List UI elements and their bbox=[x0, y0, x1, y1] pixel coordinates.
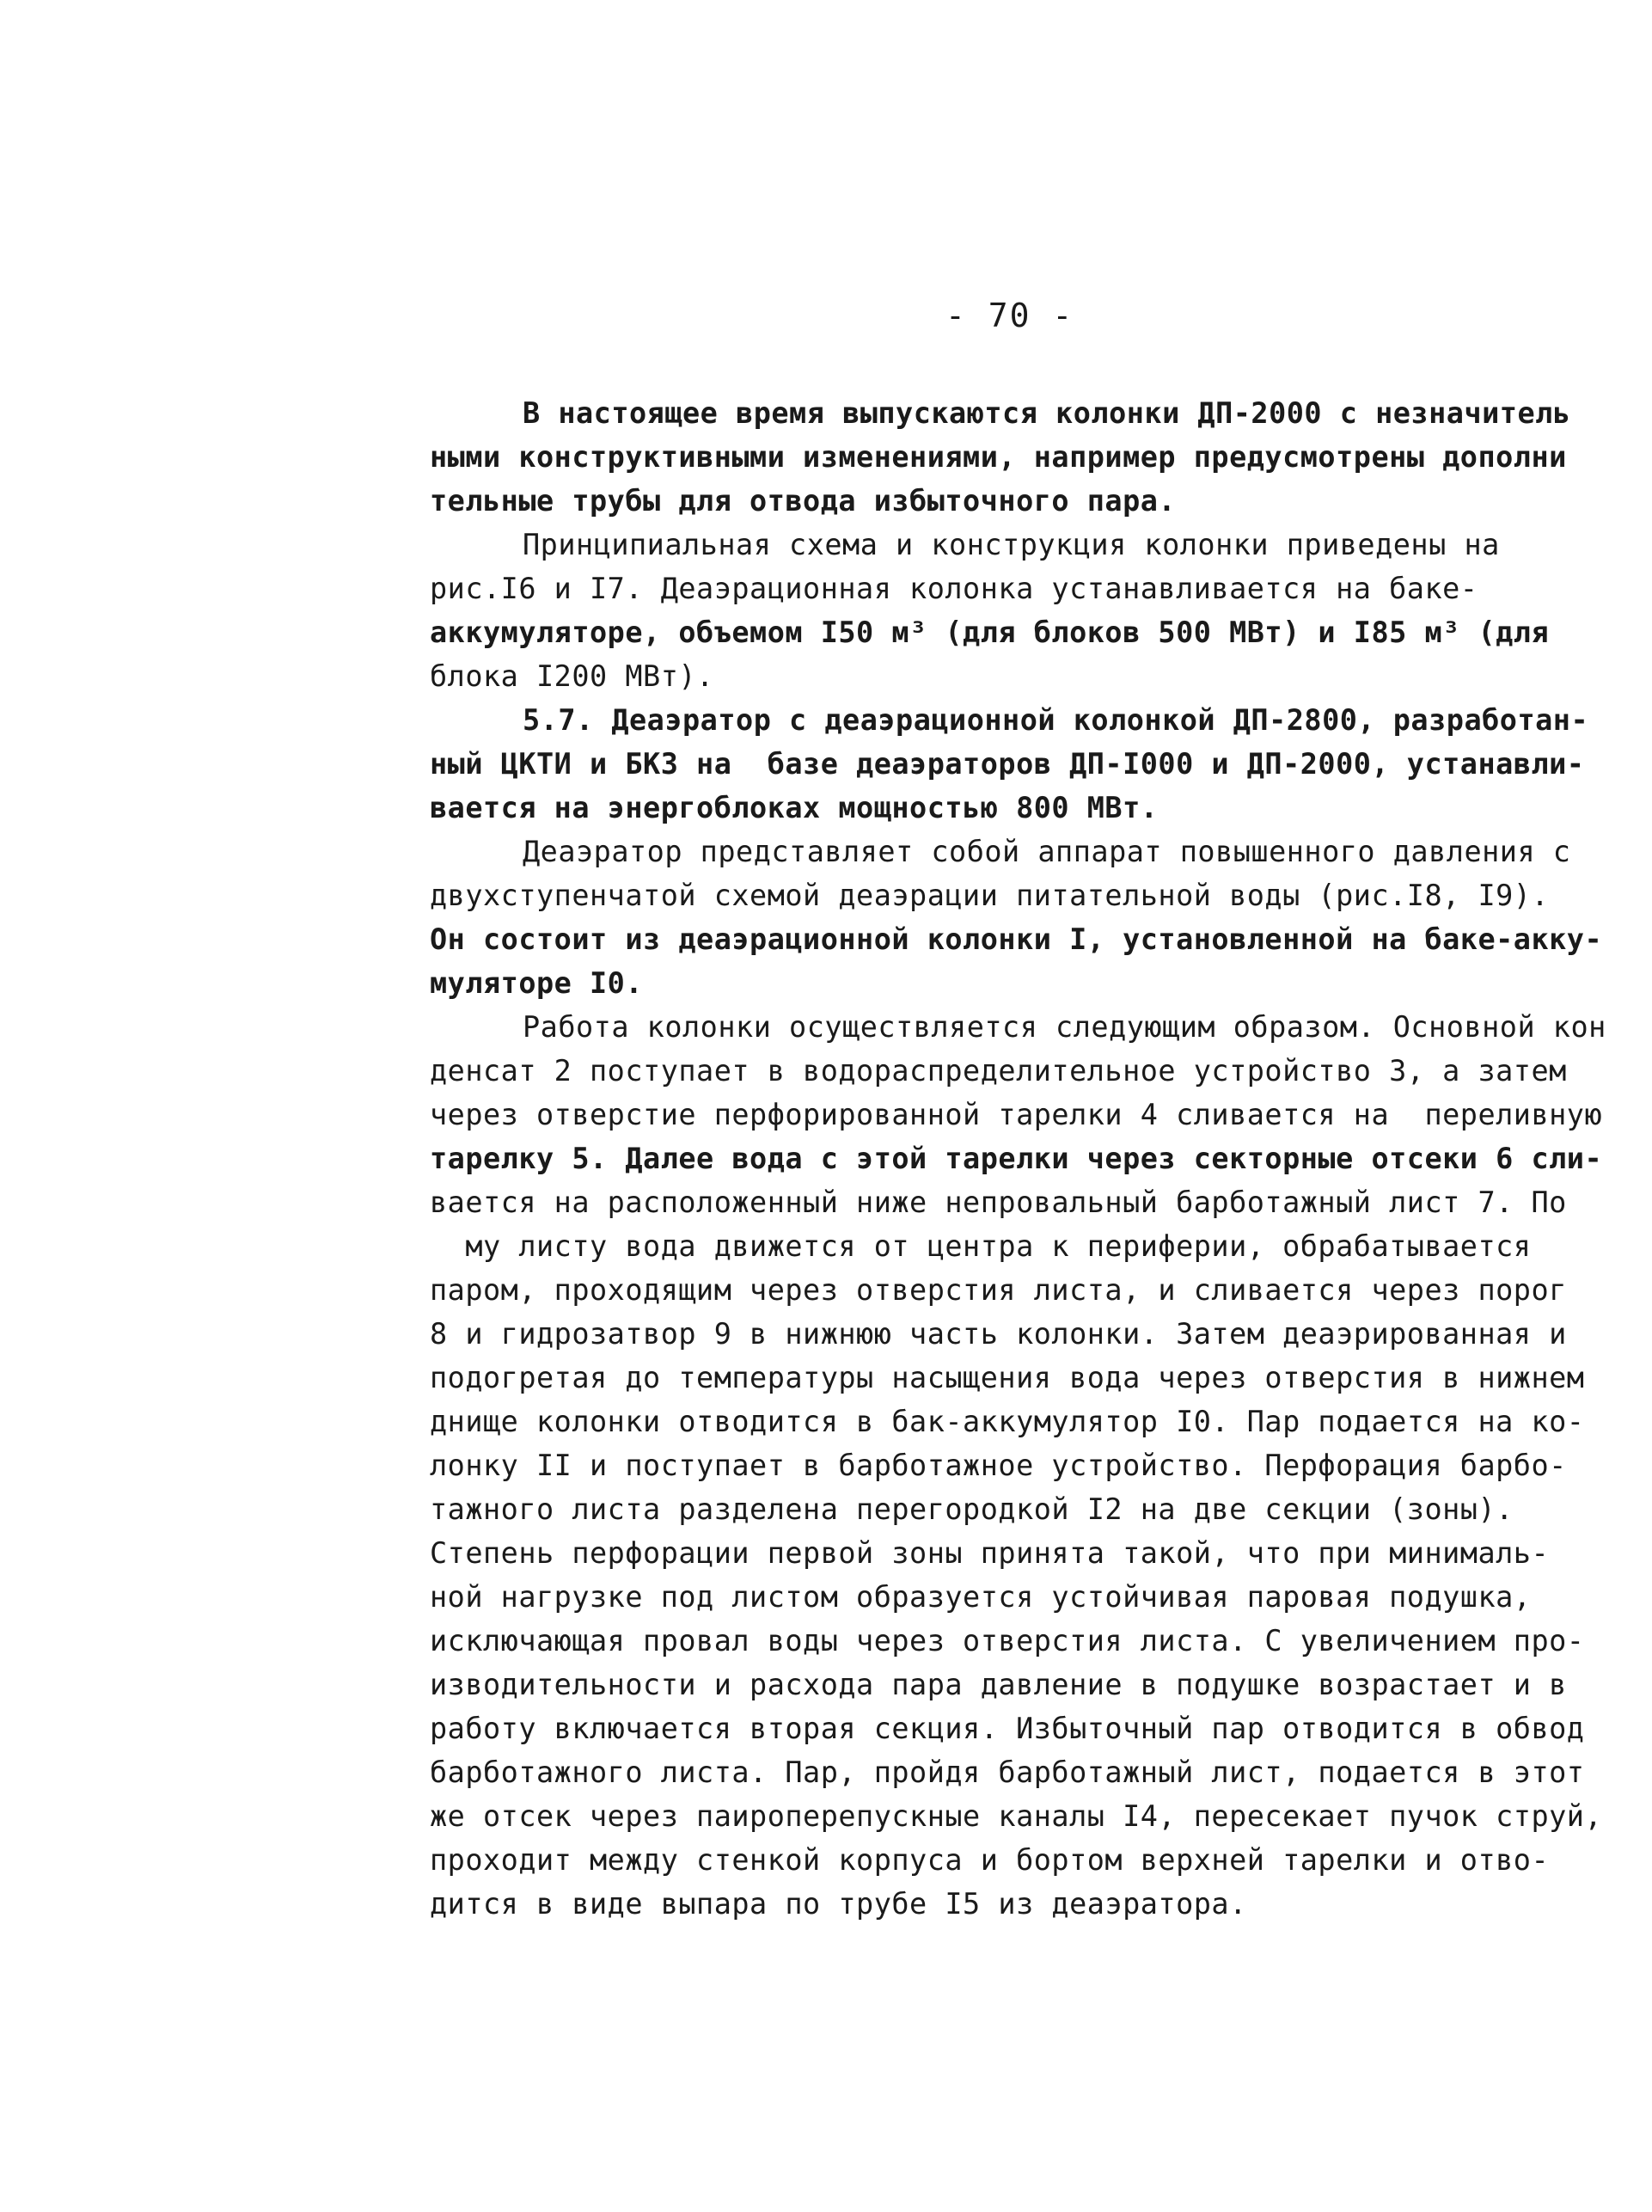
text-line: Работа колонки осуществляется следующим образом. Основной кон bbox=[523, 1010, 1606, 1044]
text-line: Он состоит из деаэрационной колонки I, установленной на баке-акку- bbox=[430, 922, 1603, 956]
text-line: Принципиальная схема и конструкция колонки приведены на bbox=[523, 528, 1500, 561]
text-line: вается на энергоблоках мощностью 800 МВт. bbox=[430, 791, 1159, 824]
text-line: тарелку 5. Далее вода с этой тарелки через секторные отсеки 6 сли- bbox=[430, 1142, 1603, 1175]
text-line: барботажного листа. Пар, пройдя барботажный лист, подается в этот bbox=[430, 1756, 1585, 1789]
text-line: двухступенчатой схемой деаэрации питательной воды (рис.I8, I9). bbox=[430, 879, 1550, 912]
text-line: рис.I6 и I7. Деаэрационная колонка устанавливается на баке- bbox=[430, 572, 1478, 605]
body-text bbox=[430, 391, 1624, 1926]
text-line: вается на расположенный ниже непровальный барботажный лист 7. По bbox=[430, 1186, 1567, 1219]
text-line: тажного листа разделена перегородкой I2 на две секции (зоны). bbox=[430, 1492, 1514, 1526]
text-line: Степень перфорации первой зоны принята такой, что при минималь- bbox=[430, 1536, 1550, 1570]
text-line: блока I200 МВт). bbox=[430, 659, 714, 693]
text-line: денсат 2 поступает в водораспределительное устройство 3, а затем bbox=[430, 1054, 1567, 1088]
text-line: днище колонки отводится в бак-аккумулятор I0. Пар подается на ко- bbox=[430, 1405, 1585, 1438]
text-line: ной нагрузке под листом образуется устойчивая паровая подушка, bbox=[430, 1580, 1532, 1614]
text-line: проходит между стенкой корпуса и бортом верхней тарелки и отво- bbox=[430, 1843, 1550, 1877]
text-line: В настоящее время выпускаются колонки ДП-2000 с незначитель bbox=[523, 396, 1571, 430]
text-line: ный ЦКТИ и БКЗ на базе деаэраторов ДП-I000 и ДП-2000, устанавли- bbox=[430, 747, 1585, 781]
text-line: тельные трубы для отвода избыточного пара. bbox=[430, 484, 1177, 518]
text-line: исключающая провал воды через отверстия листа. С увеличением про- bbox=[430, 1624, 1585, 1657]
text-line: 5.7. Деаэратор с деаэрационной колонкой ДП-2800, разработан- bbox=[523, 703, 1589, 737]
text-line: через отверстие перфорированной тарелки 4 сливается на переливную bbox=[430, 1098, 1603, 1131]
text-line: му листу вода движется от центра к периферии, обрабатывается bbox=[430, 1229, 1532, 1263]
text-line: изводительности и расхода пара давление в подушке возрастает и в bbox=[430, 1668, 1567, 1701]
text-line: дится в виде выпара по трубе I5 из деаэратора. bbox=[430, 1887, 1247, 1921]
text-line: Деаэратор представляет собой аппарат повышенного давления с bbox=[523, 835, 1571, 868]
text-line: лонку II и поступает в барботажное устройство. Перфорация барбо- bbox=[430, 1449, 1567, 1482]
text-line: работу включается вторая секция. Избыточный пар отводится в обвод bbox=[430, 1712, 1585, 1745]
text-line: аккумуляторе, объемом I50 м³ (для блоков 500 МВт) и I85 м³ (для bbox=[430, 616, 1550, 649]
text-line: муляторе I0. bbox=[430, 966, 644, 1000]
text-line: ными конструктивными изменениями, например предусмотрены дополни bbox=[430, 440, 1567, 474]
text-line: же отсек через паироперепускные каналы I4, пересекает пучок струй, bbox=[430, 1799, 1603, 1833]
text-line: паром, проходящим через отверстия листа, и сливается через порог bbox=[430, 1273, 1567, 1307]
text-line: 8 и гидрозатвор 9 в нижнюю часть колонки. Затем деаэрированная и bbox=[430, 1317, 1567, 1351]
page-number: - 70 - bbox=[945, 297, 1074, 334]
text-line: подогретая до температуры насыщения вода через отверстия в нижнем bbox=[430, 1361, 1585, 1394]
